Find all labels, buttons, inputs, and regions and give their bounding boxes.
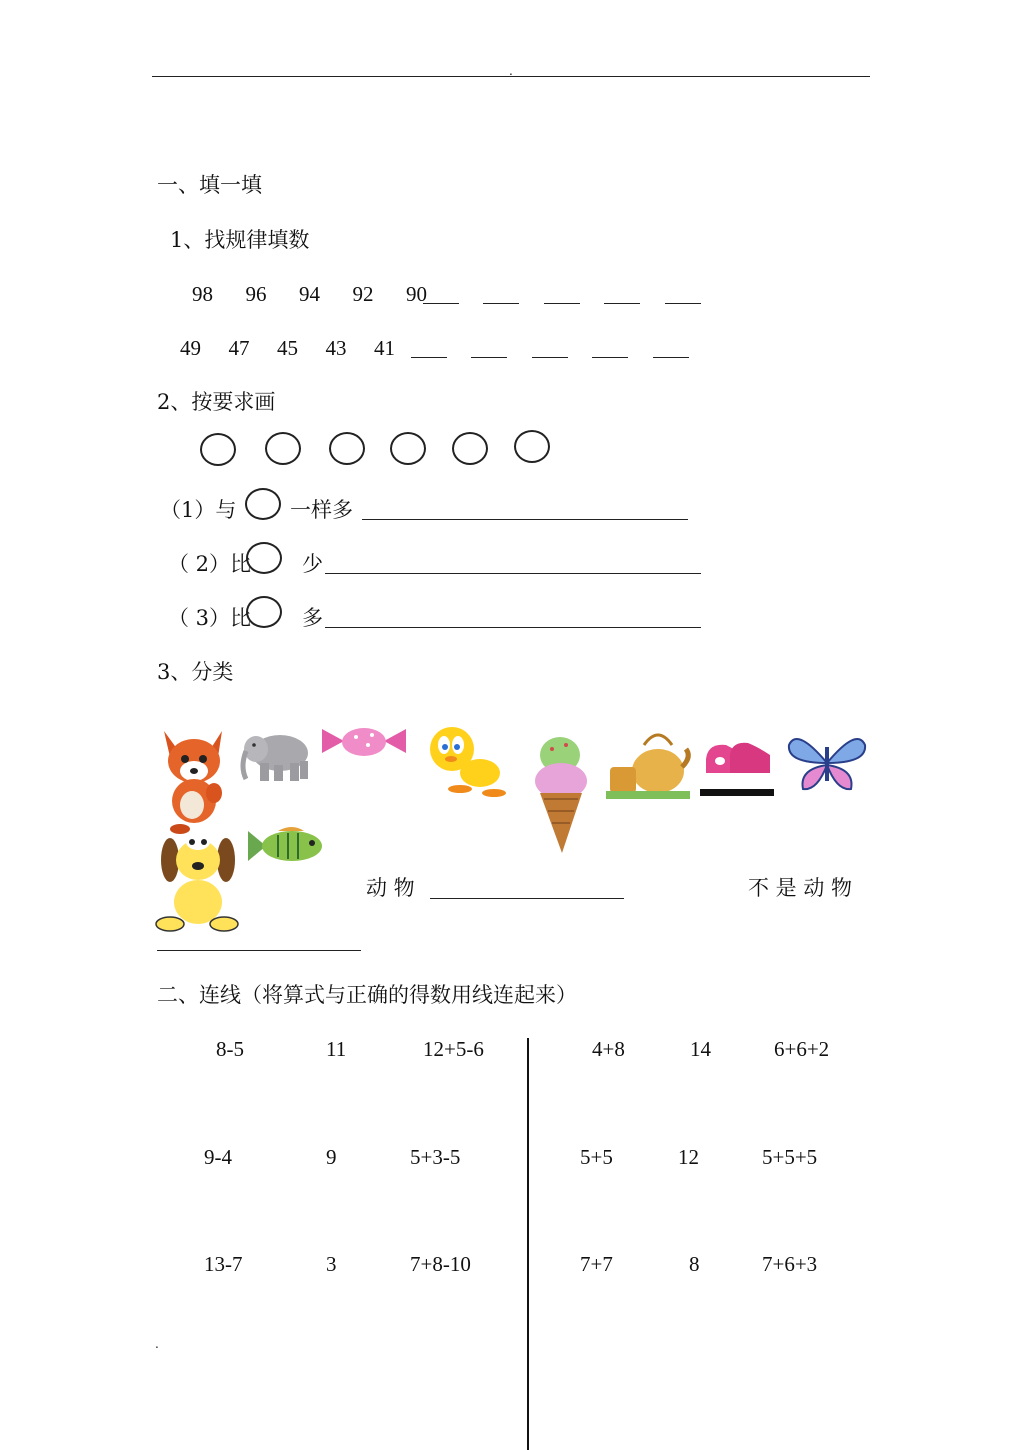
dog-icon: [156, 830, 240, 934]
draw-item-3-circle: [246, 596, 282, 628]
seq1-n2: 96: [245, 282, 267, 306]
category-non-animals-answer-line[interactable]: [157, 950, 361, 951]
fish-icon: [248, 825, 326, 867]
draw-item-1-suffix: 一样多: [290, 498, 353, 522]
draw-item-3-answer-line[interactable]: [325, 627, 701, 628]
category-animals-answer-line[interactable]: [430, 898, 624, 899]
left-row2-result[interactable]: 9: [326, 1145, 337, 1169]
sequence-row-2: [180, 336, 395, 361]
q1-title: 1、找规律填数: [170, 228, 310, 252]
header-dot: .: [509, 64, 513, 78]
section1-title: 一、填一填: [157, 173, 262, 197]
seq2-n3: 45: [277, 336, 298, 360]
right-row1-expr2[interactable]: 6+6+2: [774, 1037, 830, 1061]
seq2-n4: 43: [325, 336, 347, 360]
draw-item-3-prefix: （ 3）比: [168, 606, 252, 630]
seq2-blank-2[interactable]: [471, 357, 507, 358]
draw-item-2-answer-line[interactable]: [325, 573, 701, 574]
right-row2-result[interactable]: 12: [678, 1145, 699, 1169]
left-row1-expr2[interactable]: 12+5-6: [423, 1037, 484, 1061]
draw-item-2-circle: [246, 542, 282, 574]
right-row3-expr[interactable]: 7+7: [580, 1252, 613, 1276]
seq2-n2: 47: [228, 336, 250, 360]
left-row1-result[interactable]: 11: [326, 1037, 347, 1061]
seq2-blank-4[interactable]: [592, 357, 628, 358]
fox-icon: [158, 727, 230, 835]
left-row3-result[interactable]: 3: [326, 1252, 337, 1276]
circle-shape-3: [329, 432, 365, 465]
draw-item-1-answer-line[interactable]: [362, 519, 688, 520]
seq1-blank-1[interactable]: [423, 303, 459, 304]
draw-item-1-prefix: （1）与: [160, 498, 237, 522]
candy-icon: [322, 725, 406, 759]
left-row3-expr2[interactable]: 7+8-10: [410, 1252, 471, 1276]
ice-cream-icon: [530, 733, 592, 855]
section2-divider: [527, 1038, 529, 1450]
draw-item-2-suffix: 少: [302, 552, 323, 576]
left-row3-expr[interactable]: 13-7: [204, 1252, 243, 1276]
circle-shape-5: [452, 432, 488, 465]
seq2-blank-1[interactable]: [411, 357, 447, 358]
right-row2-expr[interactable]: 5+5: [580, 1145, 613, 1169]
draw-item-1-circle: [245, 488, 281, 520]
seq1-n4: 92: [352, 282, 374, 306]
seq1-n3: 94: [299, 282, 320, 306]
shoes-icon: [700, 737, 774, 797]
footer-dot: .: [155, 1337, 159, 1351]
q2-title: 2、按要求画: [157, 390, 276, 414]
right-row2-expr2[interactable]: 5+5+5: [762, 1145, 818, 1169]
right-row1-expr[interactable]: 4+8: [592, 1037, 625, 1061]
draw-item-2-prefix: （ 2）比: [168, 552, 252, 576]
butterfly-icon: [787, 733, 867, 793]
sequence-row-1: [192, 282, 427, 307]
seq1-blank-2[interactable]: [483, 303, 519, 304]
left-row1-expr[interactable]: 8-5: [216, 1037, 244, 1061]
draw-item-3-suffix: 多: [302, 606, 323, 630]
category-animals-label: 动 物: [366, 876, 415, 900]
teapot-icon: [606, 727, 690, 801]
circle-shape-6: [514, 430, 550, 463]
bird-icon: [420, 723, 508, 799]
right-row3-result[interactable]: 8: [689, 1252, 700, 1276]
seq1-blank-5[interactable]: [665, 303, 701, 304]
seq1-n5: 90: [406, 282, 427, 306]
seq1-blank-3[interactable]: [544, 303, 580, 304]
elephant-icon: [240, 727, 312, 785]
seq2-n1: 49: [180, 336, 201, 360]
seq1-n1: 98: [192, 282, 213, 306]
category-non-animals-label: 不 是 动 物: [748, 876, 853, 900]
right-row3-expr2[interactable]: 7+6+3: [762, 1252, 818, 1276]
left-row2-expr[interactable]: 9-4: [204, 1145, 232, 1169]
seq2-n5: 41: [374, 336, 395, 360]
q3-title: 3、分类: [157, 660, 234, 684]
left-row2-expr2[interactable]: 5+3-5: [410, 1145, 461, 1169]
circle-shape-1: [200, 433, 236, 466]
seq2-blank-3[interactable]: [532, 357, 568, 358]
seq1-blank-4[interactable]: [604, 303, 640, 304]
seq2-blank-5[interactable]: [653, 357, 689, 358]
circle-shape-4: [390, 432, 426, 465]
right-row1-result[interactable]: 14: [690, 1037, 711, 1061]
circle-shape-2: [265, 432, 301, 465]
section2-title: 二、连线（将算式与正确的得数用线连起来）: [157, 983, 577, 1007]
